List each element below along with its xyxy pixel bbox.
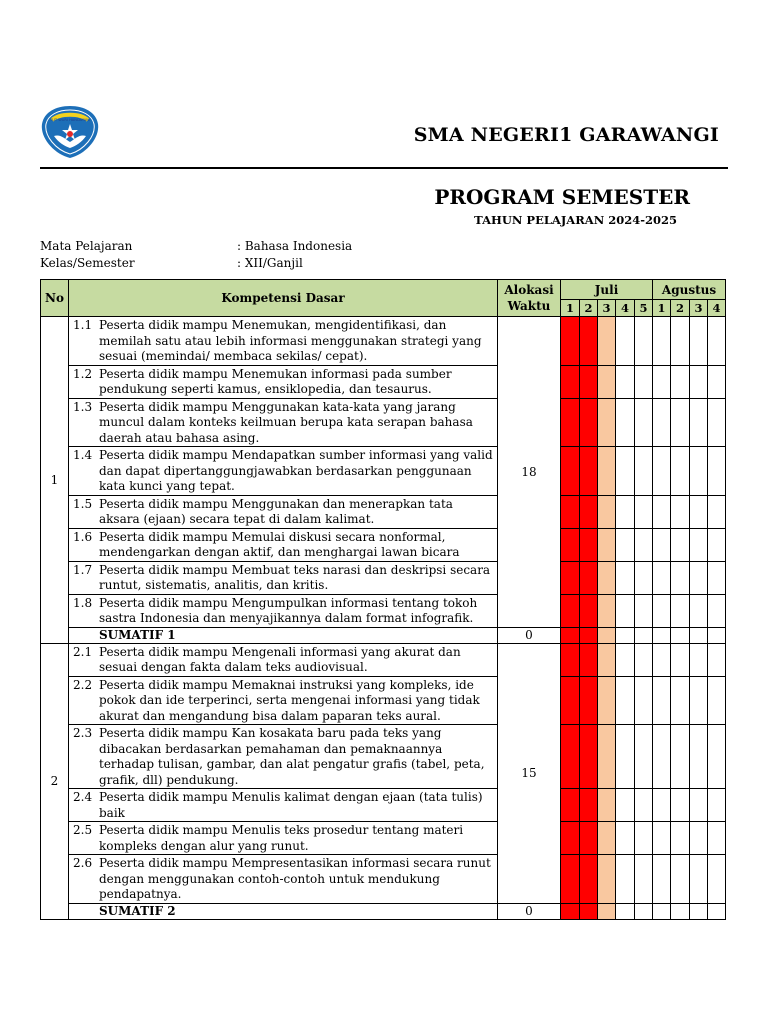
week-cell <box>580 594 598 627</box>
sumatif-row <box>41 903 726 919</box>
week-cell <box>616 789 635 822</box>
week-cell <box>653 317 671 366</box>
week-cell <box>635 398 653 447</box>
kd-text: Peserta didik mampu Membuat teks narasi dan deskripsi secara runtut, sistematis, analitis, dan kritis. <box>99 562 491 592</box>
week-cell <box>690 903 708 919</box>
week-cell <box>561 855 580 904</box>
week-cell <box>580 317 598 366</box>
week-cell <box>708 528 726 561</box>
week-cell <box>653 594 671 627</box>
tut-wuri-handayani-logo <box>40 104 100 160</box>
week-cell <box>561 317 580 366</box>
sumatif-label: SUMATIF 2 <box>69 903 498 919</box>
kompetensi-cell <box>69 365 498 398</box>
header-month-agustus: Agustus <box>653 280 726 300</box>
week-cell <box>561 789 580 822</box>
week-cell <box>561 594 580 627</box>
week-cell <box>653 627 671 643</box>
week-cell <box>616 822 635 855</box>
week-cell <box>580 789 598 822</box>
kd-number: 1.5 <box>73 496 93 511</box>
week-cell <box>690 495 708 528</box>
week-cell <box>598 398 616 447</box>
table-row <box>41 643 726 676</box>
week-cell <box>616 855 635 904</box>
school-name: SMA NEGERI1 GARAWANGI <box>413 124 719 146</box>
kd-text: Peserta didik mampu Memulai diskusi secara nonformal, mendengarkan dengan aktif, dan menghargai lawan bicara <box>99 529 460 559</box>
week-cell <box>598 903 616 919</box>
week-cell <box>635 789 653 822</box>
kd-text: Peserta didik mampu Mendapatkan sumber informasi yang valid dan dapat dipertanggungjawabkan berdasarkan penggunaan kata kunci yang tepat. <box>99 448 493 493</box>
table-row <box>41 447 726 496</box>
week-cell <box>616 903 635 919</box>
week-cell <box>616 528 635 561</box>
kd-number: 1.6 <box>73 529 93 544</box>
week-cell <box>671 903 690 919</box>
kompetensi-cell <box>69 643 498 676</box>
week-cell <box>598 676 616 725</box>
week-cell <box>708 365 726 398</box>
week-cell <box>690 365 708 398</box>
week-cell <box>561 627 580 643</box>
class-value: : XII/Ganjil <box>237 256 303 270</box>
week-cell <box>708 643 726 676</box>
alokasi-waktu: 18 <box>498 317 561 628</box>
kd-number: 1.4 <box>73 448 93 462</box>
kd-text: Peserta didik mampu Memaknai instruksi yang kompleks, ide pokok dan ide terperinci, serta mengenai informasi yang tidak akurat dan mengandung bisa dalam paparan teks aural. <box>99 677 480 723</box>
week-cell <box>708 789 726 822</box>
week-cell <box>671 627 690 643</box>
header-kompetensi: Kompetensi Dasar <box>69 280 498 317</box>
table-row <box>41 561 726 594</box>
table-row <box>41 317 726 366</box>
kompetensi-cell <box>69 789 498 822</box>
kd-number: 2.3 <box>73 726 93 740</box>
week-cell <box>580 495 598 528</box>
academic-year: TAHUN PELAJARAN 2024-2025 <box>474 213 677 227</box>
week-cell <box>708 495 726 528</box>
week-header: 1 <box>653 300 671 317</box>
week-cell <box>598 855 616 904</box>
table-row <box>41 725 726 789</box>
kd-text: Peserta didik mampu Menggunakan dan menerapkan tata aksara (ejaan) secara tepat di dalam kalimat. <box>99 496 453 526</box>
week-cell <box>561 365 580 398</box>
week-cell <box>690 447 708 496</box>
kd-text: Peserta didik mampu Menulis teks prosedur tentang materi kompleks dengan alur yang runut. <box>99 823 464 853</box>
week-cell <box>561 822 580 855</box>
week-cell <box>690 594 708 627</box>
week-cell <box>653 789 671 822</box>
kd-text: Peserta didik mampu Mengumpulkan informasi tentang tokoh sastra Indonesia dan menyajikannya dalam format infografik. <box>99 595 478 625</box>
sumatif-alokasi: 0 <box>498 903 561 919</box>
week-cell <box>708 725 726 789</box>
week-cell <box>653 725 671 789</box>
table-row <box>41 789 726 822</box>
sumatif-row <box>41 627 726 643</box>
kd-number: 2.4 <box>73 790 93 804</box>
week-cell <box>616 627 635 643</box>
week-cell <box>635 365 653 398</box>
kd-number: 1.3 <box>73 399 93 414</box>
week-cell <box>561 903 580 919</box>
week-cell <box>561 725 580 789</box>
week-cell <box>708 317 726 366</box>
kd-number: 2.1 <box>73 644 93 659</box>
week-cell <box>653 822 671 855</box>
program-title: PROGRAM SEMESTER <box>434 185 690 209</box>
table-row <box>41 365 726 398</box>
week-cell <box>653 528 671 561</box>
week-cell <box>690 676 708 725</box>
table-row <box>41 528 726 561</box>
week-cell <box>635 447 653 496</box>
week-cell <box>598 627 616 643</box>
kd-number: 2.6 <box>73 856 93 870</box>
week-cell <box>598 725 616 789</box>
week-cell <box>616 495 635 528</box>
kd-text: Peserta didik mampu Menemukan informasi pada sumber pendukung seperti kamus, ensiklopedia, dan tesaurus. <box>99 366 452 396</box>
week-cell <box>690 528 708 561</box>
week-header: 4 <box>616 300 635 317</box>
alokasi-waktu: 15 <box>498 643 561 903</box>
week-header: 3 <box>598 300 616 317</box>
week-cell <box>671 855 690 904</box>
kd-number: 2.5 <box>73 823 93 837</box>
week-cell <box>561 676 580 725</box>
week-cell <box>616 676 635 725</box>
kd-text: Peserta didik mampu Menemukan, mengidentifikasi, dan memilah satu atau lebih informasi menggunakan strategi yang sesuai (memindai/ membaca sekilas/ cepat). <box>99 318 482 363</box>
class-label: Kelas/Semester <box>40 256 135 270</box>
subject-value: : Bahasa Indonesia <box>237 239 353 253</box>
week-cell <box>616 594 635 627</box>
kompetensi-cell <box>69 676 498 725</box>
week-cell <box>671 528 690 561</box>
week-cell <box>708 398 726 447</box>
week-cell <box>635 676 653 725</box>
week-cell <box>598 594 616 627</box>
week-cell <box>580 903 598 919</box>
week-cell <box>635 822 653 855</box>
table-row <box>41 855 726 904</box>
week-cell <box>653 447 671 496</box>
week-cell <box>635 594 653 627</box>
week-cell <box>580 447 598 496</box>
week-cell <box>690 561 708 594</box>
week-header: 4 <box>708 300 726 317</box>
week-cell <box>580 365 598 398</box>
week-cell <box>561 528 580 561</box>
week-cell <box>561 447 580 496</box>
week-cell <box>580 398 598 447</box>
week-cell <box>616 317 635 366</box>
week-cell <box>616 365 635 398</box>
sumatif-alokasi: 0 <box>498 627 561 643</box>
week-cell <box>690 855 708 904</box>
week-cell <box>708 822 726 855</box>
header-no: No <box>41 280 69 317</box>
week-cell <box>580 643 598 676</box>
week-cell <box>690 627 708 643</box>
week-cell <box>598 447 616 496</box>
kompetensi-cell <box>69 495 498 528</box>
week-cell <box>671 447 690 496</box>
week-cell <box>653 855 671 904</box>
week-cell <box>580 561 598 594</box>
week-cell <box>653 365 671 398</box>
week-cell <box>580 528 598 561</box>
week-cell <box>598 528 616 561</box>
week-cell <box>690 398 708 447</box>
kompetensi-cell <box>69 447 498 496</box>
week-cell <box>653 903 671 919</box>
week-cell <box>580 627 598 643</box>
week-cell <box>708 676 726 725</box>
week-cell <box>708 627 726 643</box>
program-semester-table <box>40 279 726 920</box>
kompetensi-cell <box>69 561 498 594</box>
week-cell <box>635 495 653 528</box>
week-cell <box>598 822 616 855</box>
kd-number: 1.8 <box>73 595 93 610</box>
kd-number: 1.2 <box>73 366 93 381</box>
week-cell <box>598 643 616 676</box>
kd-text: Peserta didik mampu Mengenali informasi yang akurat dan sesuai dengan fakta dalam teks audiovisual. <box>99 644 461 674</box>
week-cell <box>671 495 690 528</box>
week-cell <box>671 594 690 627</box>
week-cell <box>708 903 726 919</box>
week-cell <box>616 398 635 447</box>
kd-text: Peserta didik mampu Mempresentasikan informasi secara runut dengan menggunakan contoh-contoh untuk mendukung pendapatnya. <box>99 856 491 901</box>
week-cell <box>616 725 635 789</box>
kd-number: 1.7 <box>73 562 93 577</box>
week-header: 2 <box>671 300 690 317</box>
week-cell <box>561 561 580 594</box>
week-cell <box>671 822 690 855</box>
header-month-juli: Juli <box>561 280 653 300</box>
week-cell <box>690 643 708 676</box>
week-cell <box>708 561 726 594</box>
row-number: 1 <box>41 317 69 644</box>
week-cell <box>690 822 708 855</box>
week-cell <box>598 495 616 528</box>
week-cell <box>653 495 671 528</box>
kompetensi-cell <box>69 855 498 904</box>
header-divider <box>40 167 728 169</box>
week-cell <box>635 317 653 366</box>
week-cell <box>598 789 616 822</box>
week-cell <box>616 447 635 496</box>
week-cell <box>671 725 690 789</box>
week-cell <box>635 855 653 904</box>
week-cell <box>580 676 598 725</box>
week-cell <box>653 676 671 725</box>
week-cell <box>708 594 726 627</box>
week-header: 5 <box>635 300 653 317</box>
table-row <box>41 822 726 855</box>
week-cell <box>671 643 690 676</box>
table-row <box>41 594 726 627</box>
week-cell <box>580 822 598 855</box>
week-cell <box>671 398 690 447</box>
week-cell <box>708 855 726 904</box>
logo-motto: TUT WURI HANDAYANI <box>50 118 90 122</box>
table-row <box>41 495 726 528</box>
week-header: 2 <box>580 300 598 317</box>
kompetensi-cell <box>69 317 498 366</box>
week-cell <box>635 643 653 676</box>
week-cell <box>561 495 580 528</box>
week-cell <box>635 528 653 561</box>
week-cell <box>580 725 598 789</box>
week-cell <box>616 643 635 676</box>
week-cell <box>671 676 690 725</box>
week-cell <box>635 725 653 789</box>
week-cell <box>690 789 708 822</box>
kd-text: Peserta didik mampu Menulis kalimat dengan ejaan (tata tulis) baik <box>99 790 483 820</box>
week-cell <box>671 365 690 398</box>
subject-label: Mata Pelajaran <box>40 239 133 253</box>
week-cell <box>635 903 653 919</box>
week-cell <box>708 447 726 496</box>
week-cell <box>598 561 616 594</box>
week-cell <box>671 789 690 822</box>
week-cell <box>598 365 616 398</box>
kompetensi-cell <box>69 398 498 447</box>
week-header: 3 <box>690 300 708 317</box>
table-row <box>41 398 726 447</box>
table-row <box>41 676 726 725</box>
kompetensi-cell <box>69 528 498 561</box>
week-cell <box>653 398 671 447</box>
week-cell <box>635 561 653 594</box>
kd-text: Peserta didik mampu Kan kosakata baru pada teks yang dibacakan berdasarkan pemahaman dan pemaknaannya terhadap tulisan, gambar, dan alat pengatur grafis (tabel, peta, grafik, dll) pendukung. <box>99 726 485 787</box>
kompetensi-cell <box>69 725 498 789</box>
week-cell <box>671 561 690 594</box>
week-cell <box>653 561 671 594</box>
week-cell <box>598 317 616 366</box>
week-cell <box>653 643 671 676</box>
week-cell <box>635 627 653 643</box>
kd-number: 2.2 <box>73 677 93 692</box>
row-number: 2 <box>41 643 69 919</box>
kompetensi-cell <box>69 594 498 627</box>
week-cell <box>690 725 708 789</box>
week-header: 1 <box>561 300 580 317</box>
kd-number: 1.1 <box>73 318 93 332</box>
week-cell <box>561 398 580 447</box>
week-cell <box>690 317 708 366</box>
week-cell <box>671 317 690 366</box>
week-cell <box>616 561 635 594</box>
sumatif-label: SUMATIF 1 <box>69 627 498 643</box>
kompetensi-cell <box>69 822 498 855</box>
week-cell <box>580 855 598 904</box>
week-cell <box>561 643 580 676</box>
kd-text: Peserta didik mampu Menggunakan kata-kata yang jarang muncul dalam konteks keilmuan berupa kata serapan bahasa daerah atau bahasa asing. <box>99 399 473 445</box>
header-alokasi: Alokasi Waktu <box>498 280 561 317</box>
